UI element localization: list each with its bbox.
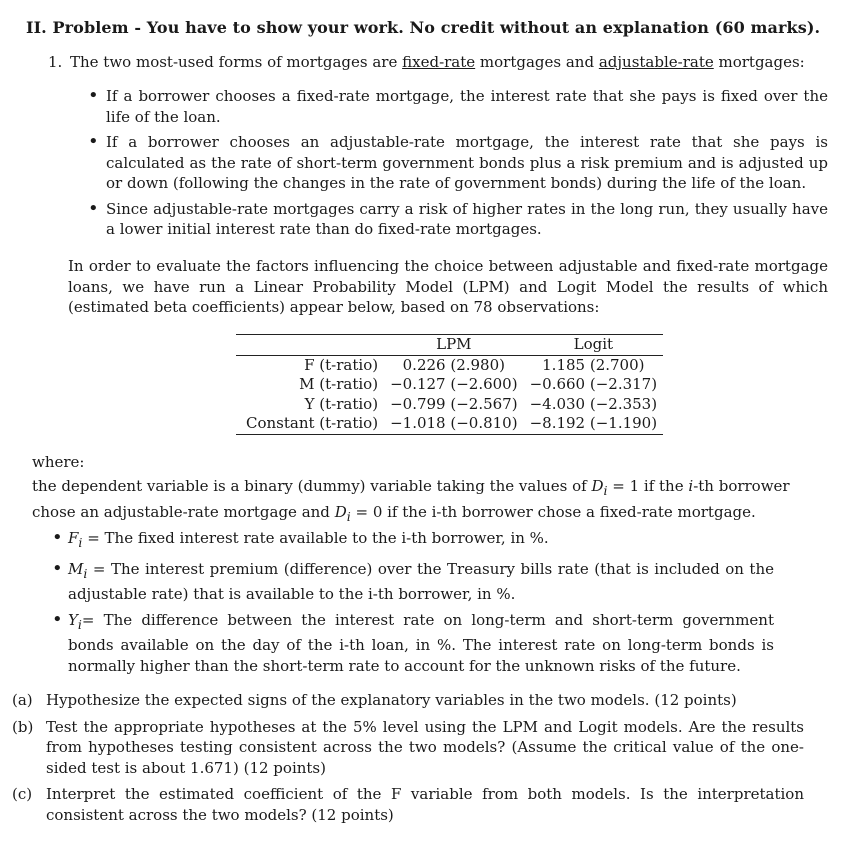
- var-symbol: M: [68, 559, 84, 578]
- question-number: 1.: [48, 53, 63, 71]
- var-symbol: Y: [68, 610, 78, 629]
- row-label: F (t-ratio): [304, 355, 379, 374]
- question-1-intro: [48, 52, 828, 73]
- list-item: • If a borrower chooses an adjustable-rate mortgage, the interest rate that she pays is calculated as the rate of short-term government bonds plus a risk premium and is adjusted up or down (following the changes in the rate of government bonds) during the life of the loan.: [86, 132, 828, 194]
- where-label: where:: [32, 453, 85, 471]
- lpm-value: 0.226 (2.980): [402, 355, 505, 374]
- row-label: Constant (t-ratio): [236, 414, 384, 434]
- logit-value: 1.185 (2.700): [542, 355, 645, 374]
- mortgage-bullet-list: [86, 86, 828, 245]
- table-row: [236, 355, 663, 375]
- var-definition: = The interest premium (difference) over the Treasury bills rate (that is included on the adjustable rate) that is available to the i-th borrower, in %.: [68, 559, 774, 603]
- table-header-cell: [236, 335, 384, 356]
- sub-question-label: (c): [12, 785, 33, 803]
- dep-eq-1: = 1 if the: [607, 477, 689, 495]
- dep-subscript: i: [603, 483, 608, 498]
- sub-question-text: Interpret the estimated coefficient of the F variable from both models. Is the interpretation consistent across the two models? (12 points): [46, 785, 804, 824]
- dep-symbol: D: [591, 477, 604, 495]
- table-header-row: [236, 335, 663, 356]
- lpm-value: −0.799 (−2.567): [390, 394, 518, 413]
- var-symbol: F: [68, 529, 79, 547]
- model-description-paragraph: In order to evaluate the factors influencing the choice between adjustable and fixed-rate mortgage loans, we have run a Linear Probability Model (LPM) and Logit Model the results of which (estimated beta coefficients) appear below, based on 78 observations:: [68, 257, 828, 316]
- list-item: [50, 559, 774, 605]
- sub-question-label: (b): [12, 717, 34, 736]
- dep-symbol: D: [334, 502, 347, 521]
- dep-text-b: -th borrower chose an adjustable-rate mortgage and: [32, 477, 790, 521]
- table-header-logit: Logit: [524, 335, 664, 356]
- estimates-table: [236, 334, 663, 435]
- var-definition: = The fixed interest rate available to the i-th borrower, in %.: [82, 529, 549, 547]
- dep-text-a: the dependent variable is a binary (dummy) variable taking the values of: [32, 477, 592, 495]
- estimates-table-wrapper: [236, 334, 663, 435]
- lpm-value: −1.018 (−0.810): [384, 414, 524, 434]
- sub-question-text: Hypothesize the expected signs of the explanatory variables in the two models. (12 points): [46, 691, 737, 709]
- intro-text-c: mortgages:: [713, 53, 805, 71]
- list-item: • If a borrower chooses a fixed-rate mortgage, the interest rate that she pays is fixed over the life of the loan.: [86, 86, 828, 127]
- intro-text-b: mortgages and: [475, 53, 599, 71]
- row-label: M (t-ratio): [299, 375, 379, 393]
- var-definition: = The difference between the interest rate on long-term and short-term government bonds available on the day of the i-th loan, in %. The interest rate on long-term bonds is normally higher than the short-term rate to account for the unknown risks of the future.: [68, 610, 774, 675]
- sub-question-text: Test the appropriate hypotheses at the 5% level using the LPM and Logit models. Are the results from hypotheses testing consistent across the two models? (Assume the critical value of the one-sided test is about 1.671) (12 points): [46, 717, 804, 777]
- table-row: [236, 375, 663, 395]
- sub-question-list: [12, 690, 804, 831]
- sub-question-label: (a): [12, 691, 33, 709]
- var-subscript: i: [78, 535, 83, 550]
- dependent-variable-description: [32, 476, 832, 527]
- intro-text-a: The two most-used forms of mortgages are: [70, 53, 403, 71]
- dep-subscript: i: [346, 508, 351, 524]
- logit-value: −8.192 (−1.190): [524, 414, 664, 434]
- list-item: [50, 610, 774, 677]
- sub-question-a: [12, 690, 804, 711]
- dep-eq-0: = 0 if the i-th borrower chose a fixed-rate mortgage.: [350, 502, 756, 521]
- logit-value: −0.660 (−2.317): [529, 375, 658, 393]
- table-row: [236, 395, 663, 415]
- sub-question-c: [12, 784, 804, 825]
- section-heading: II. Problem - You have to show your work. No credit without an explanation (60 marks).: [26, 18, 821, 37]
- adjustable-rate-term: adjustable-rate: [598, 53, 714, 71]
- lpm-value: −0.127 (−2.600): [390, 375, 518, 393]
- row-label: Y (t-ratio): [304, 394, 379, 413]
- table-header-lpm: LPM: [384, 335, 524, 356]
- dep-index: i: [688, 477, 694, 495]
- fixed-rate-term: fixed-rate: [402, 53, 476, 71]
- var-subscript: i: [77, 616, 82, 632]
- variable-definition-list: [50, 528, 774, 681]
- var-subscript: i: [83, 565, 88, 581]
- list-item: • Since adjustable-rate mortgages carry a risk of higher rates in the long run, they usually have a lower initial interest rate than do fixed-rate mortgages.: [86, 199, 828, 240]
- sub-question-b: [12, 717, 804, 779]
- logit-value: −4.030 (−2.353): [529, 394, 658, 413]
- table-row: [236, 414, 663, 434]
- list-item: [50, 528, 774, 554]
